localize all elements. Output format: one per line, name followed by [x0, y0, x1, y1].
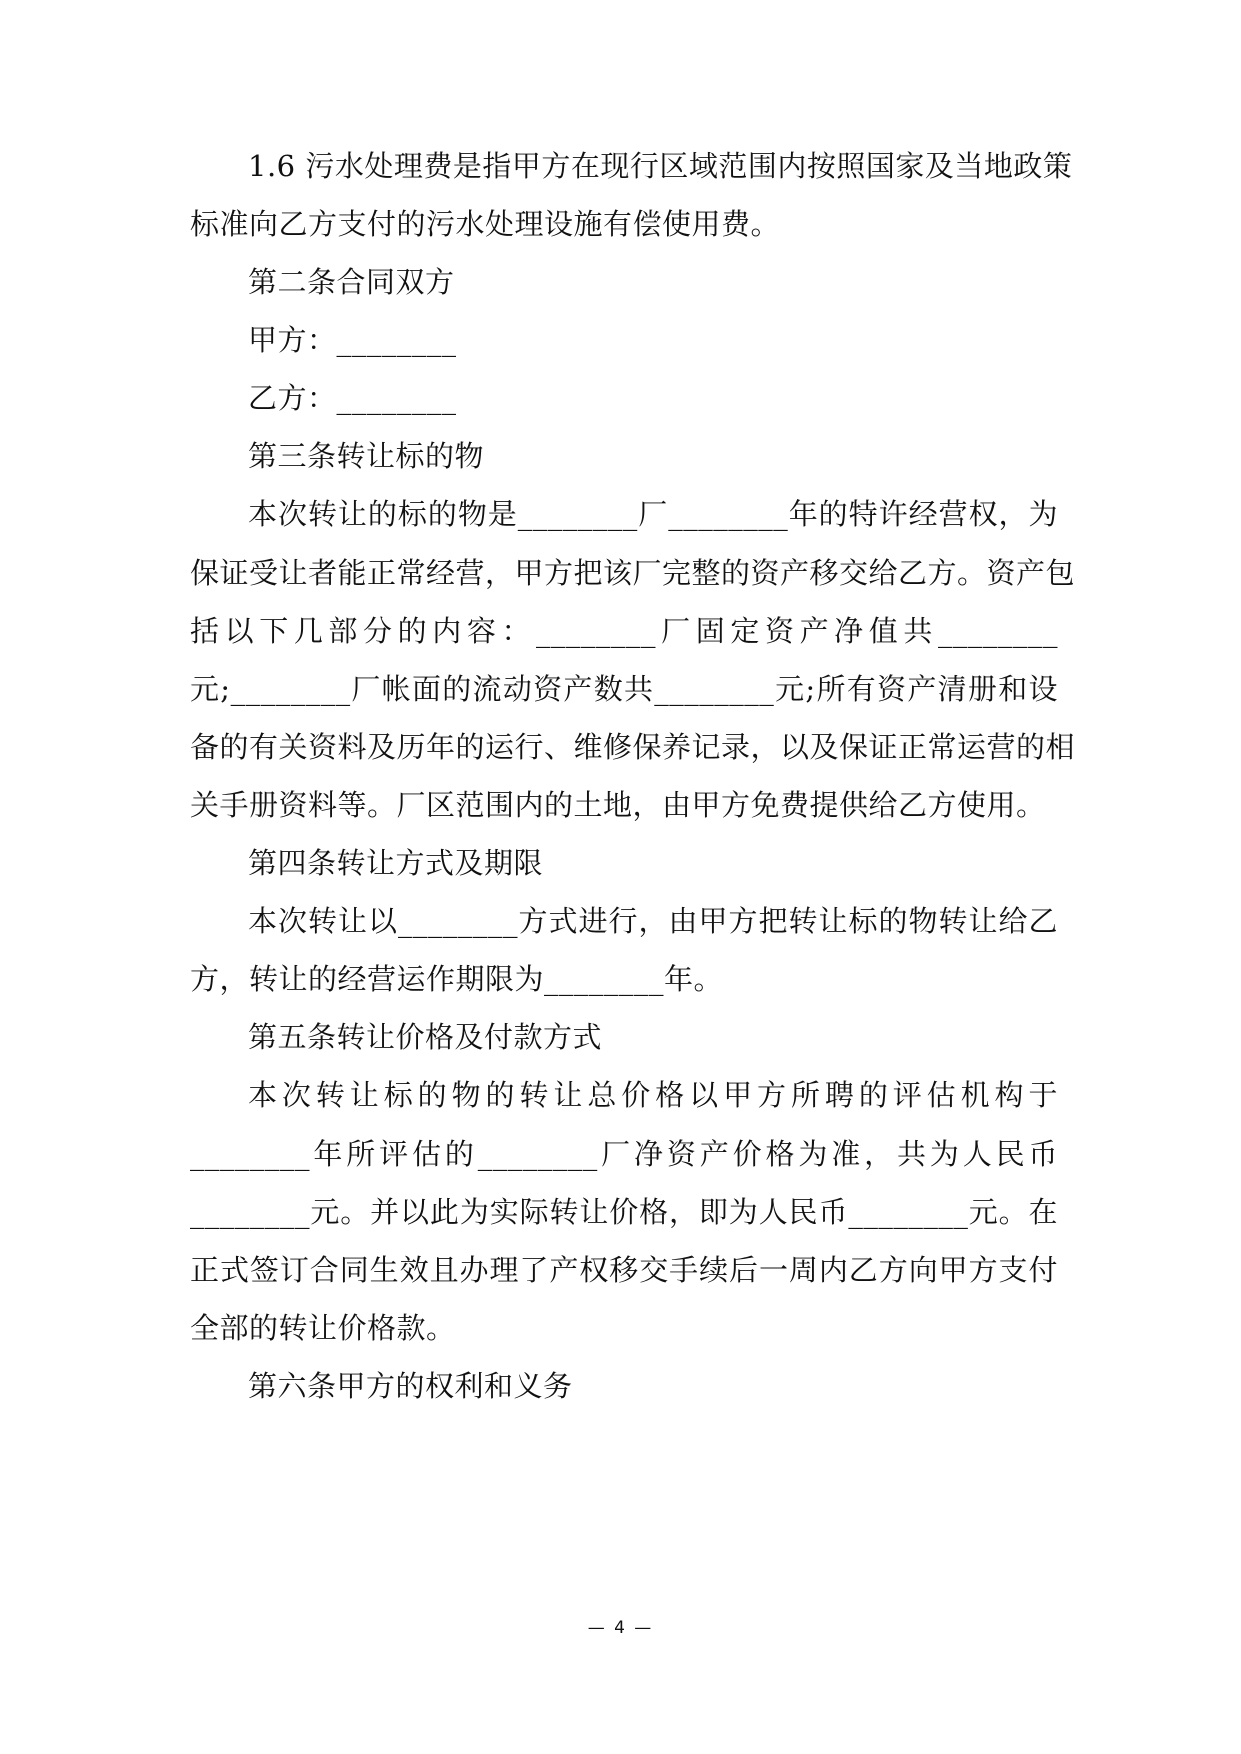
paragraph-line: 本次转让的标的物是________厂________年的特许经营权，为	[248, 497, 1058, 531]
paragraph-line: 全部的转让价格款。	[190, 1311, 456, 1345]
paragraph-line: 本次转让标的物的转让总价格以甲方所聘的评估机构于	[248, 1078, 1058, 1112]
paragraph-line: 正式签订合同生效且办理了产权移交手续后一周内乙方向甲方支付	[190, 1253, 1058, 1287]
section-heading: 第二条合同双方	[248, 265, 455, 299]
section-heading: 第六条甲方的权利和义务	[248, 1369, 573, 1403]
paragraph-line: 本次转让以________方式进行，由甲方把转让标的物转让给乙	[248, 904, 1058, 938]
page-number: — 4 —	[587, 1618, 654, 1638]
paragraph-line: 方，转让的经营运作期限为________年。	[190, 962, 724, 996]
section-heading: 第五条转让价格及付款方式	[248, 1020, 603, 1054]
section-heading: 第四条转让方式及期限	[248, 846, 544, 880]
paragraph-line: 括以下几部分的内容：________厂固定资产净值共________	[190, 614, 1058, 648]
paragraph-line: ________年所评估的________厂净资产价格为准，共为人民币	[190, 1137, 1058, 1171]
paragraph-line: 元;________厂帐面的流动资产数共________元;所有资产清册和设	[190, 672, 1058, 706]
paragraph-line: 保证受让者能正常经营，甲方把该厂完整的资产移交给乙方。资产包	[190, 556, 1076, 590]
paragraph-line: 备的有关资料及历年的运行、维修保养记录，以及保证正常运营的相	[190, 730, 1076, 764]
party-a-line: 甲方：________	[248, 323, 457, 357]
section-heading: 第三条转让标的物	[248, 439, 485, 473]
paragraph-line: 1.6 污水处理费是指甲方在现行区域范围内按照国家及当地政策	[248, 149, 1073, 183]
paragraph-line: 标准向乙方支付的污水处理设施有偿使用费。	[190, 207, 781, 241]
paragraph-line: 关手册资料等。厂区范围内的土地，由甲方免费提供给乙方使用。	[190, 788, 1046, 822]
paragraph-line: ________元。并以此为实际转让价格，即为人民币________元。在	[190, 1195, 1058, 1229]
party-b-line: 乙方：________	[248, 381, 457, 415]
